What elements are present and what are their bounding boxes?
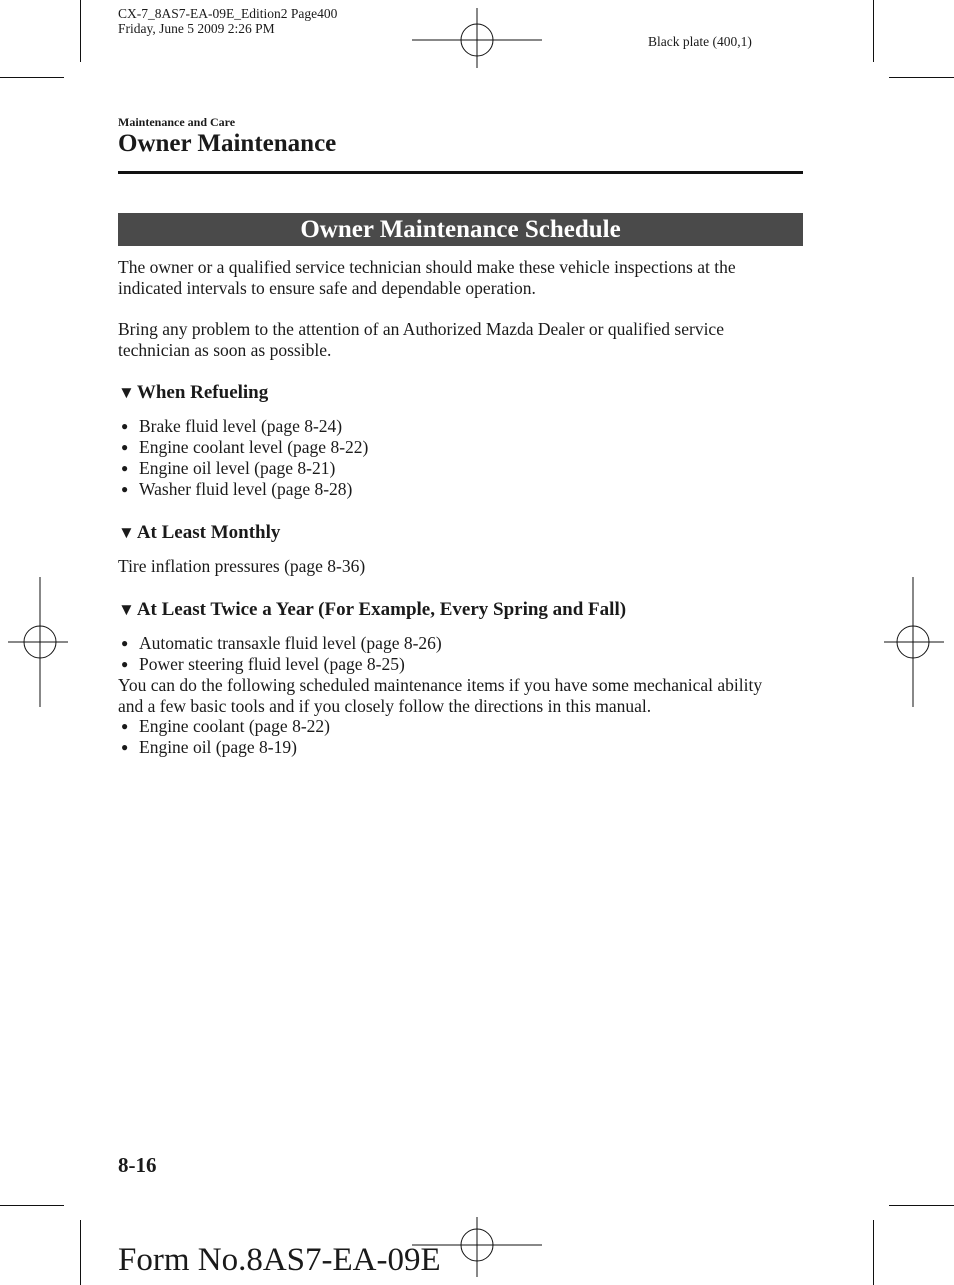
list-item	[118, 737, 330, 758]
list-item-text: Brake fluid level (page 8-24)	[139, 416, 343, 436]
bullet-icon: ●	[121, 461, 129, 475]
intro-paragraph: The owner or a qualified service technician should make these vehicle inspections at the indicated intervals to ensure safe and dependable operation.	[118, 257, 736, 298]
bullet-icon: ●	[121, 636, 129, 650]
crop-mark	[873, 0, 874, 62]
crop-mark	[889, 1205, 954, 1206]
subheading-label: At Least Twice a Year (For Example, Every Spring and Fall)	[136, 599, 627, 620]
crop-mark	[80, 0, 81, 62]
subheading-when-refueling	[118, 382, 268, 404]
list-item-text: Washer fluid level (page 8-28)	[139, 479, 353, 499]
list-item	[118, 716, 330, 737]
twice-list	[118, 633, 442, 675]
list-item	[118, 479, 368, 500]
bullet-icon: ●	[121, 740, 129, 754]
intro-paragraph: Bring any problem to the attention of an Authorized Mazda Dealer or qualified service technician as soon as possible.	[118, 319, 724, 360]
registration-mark	[884, 577, 944, 707]
list-item	[118, 458, 368, 479]
bullet-icon: ●	[121, 719, 129, 733]
print-info-date: Friday, June 5 2009 2:26 PM	[118, 21, 275, 36]
crop-mark	[0, 1205, 64, 1206]
list-item	[118, 654, 442, 675]
page-number: 8-16	[118, 1153, 157, 1177]
bullet-icon: ●	[121, 657, 129, 671]
triangle-down-icon: ▼	[118, 600, 135, 619]
form-number: Form No.8AS7-EA-09E	[118, 1242, 441, 1278]
monthly-text: Tire inflation pressures (page 8-36)	[118, 556, 366, 576]
triangle-down-icon: ▼	[118, 383, 135, 402]
refueling-list	[118, 416, 368, 500]
bullet-icon: ●	[121, 440, 129, 454]
subheading-label: At Least Monthly	[136, 522, 281, 543]
list-item	[118, 437, 368, 458]
list-item-text: Power steering fluid level (page 8-25)	[139, 654, 405, 674]
crop-mark	[889, 77, 954, 78]
plate-label: Black plate (400,1)	[648, 34, 752, 49]
title-rule	[118, 171, 803, 174]
section-breadcrumb: Maintenance and Care	[118, 115, 236, 129]
crop-mark	[873, 1220, 874, 1285]
bullet-icon: ●	[121, 482, 129, 496]
bullet-icon: ●	[121, 419, 129, 433]
list-item-text: Automatic transaxle fluid level (page 8-26)	[139, 633, 442, 653]
crop-mark	[0, 77, 64, 78]
list-item-text: Engine oil (page 8-19)	[139, 737, 297, 757]
list-item-text: Engine oil level (page 8-21)	[139, 458, 336, 478]
crop-mark	[80, 1220, 81, 1285]
list-item-text: Engine coolant (page 8-22)	[139, 716, 330, 736]
twice-list-2	[118, 716, 330, 758]
registration-mark	[8, 577, 68, 707]
subheading-twice-a-year	[118, 599, 626, 621]
triangle-down-icon: ▼	[118, 523, 135, 542]
registration-mark	[412, 8, 542, 68]
print-info	[118, 6, 337, 36]
list-item-text: Engine coolant level (page 8-22)	[139, 437, 369, 457]
section-banner: Owner Maintenance Schedule	[118, 213, 803, 246]
page-title: Owner Maintenance	[118, 130, 337, 157]
twice-paragraph: You can do the following scheduled maintenance items if you have some mechanical ability and a few basic tools and if you closely follow the directions in this manual.	[118, 675, 763, 716]
subheading-label: When Refueling	[136, 382, 269, 403]
print-info-file: CX-7_8AS7-EA-09E_Edition2 Page400	[118, 6, 338, 21]
list-item	[118, 633, 442, 654]
list-item	[118, 416, 368, 437]
subheading-at-least-monthly	[118, 522, 280, 544]
